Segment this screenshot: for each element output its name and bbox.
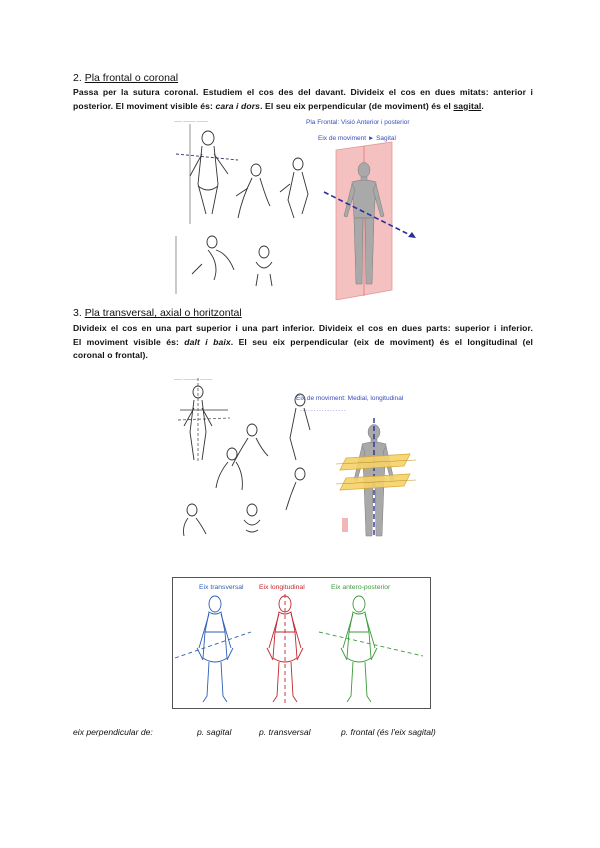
- caption-prefix: eix perpendicular de:: [73, 727, 153, 737]
- svg-text:—— ———— ———: —— ———— ———: [174, 376, 213, 381]
- axis-label-antero-posterior: Eix antero-posterior: [331, 584, 391, 591]
- caption-item-sagital: p. sagital: [197, 727, 232, 737]
- section2-line1: Passa per la sutura coronal. Estudiem el cos des del davant. Divideix el cos en dues mitats: anterior i: [73, 87, 533, 97]
- transverse-plane-diagram: [296, 395, 416, 538]
- caption-item-transversal: p. transversal: [259, 727, 311, 737]
- axis-label-transversal: Eix transversal: [199, 584, 244, 591]
- axis-label-longitudinal: Eix longitudinal: [259, 584, 305, 591]
- section2-heading: [73, 72, 178, 84]
- section2-number: 2.: [73, 72, 82, 84]
- transversal-axis-figure: [175, 596, 251, 702]
- section2-line2: posterior. El moviment visible és: cara i dors. El seu eix perpendicular (de moviment) és el sagital.: [73, 100, 484, 111]
- axes-caption: [73, 727, 533, 739]
- section3-paragraph: [73, 322, 533, 363]
- frontal-axis-label: Eix de moviment ► Sagital: [318, 135, 396, 142]
- frontal-plane-figure: [172, 114, 434, 300]
- frontal-figure-label: Pla Frontal: Visió Anterior i posterior: [306, 119, 410, 126]
- axes-figure-frame: [172, 577, 431, 709]
- section3-line1: Divideix el cos en una part superior i una part inferior. Divideix el cos en dues parts: superior i inferior.: [73, 323, 533, 333]
- section3-number: 3.: [73, 307, 82, 319]
- section3-heading: [73, 307, 242, 319]
- section3-title: Pla transversal, axial o horitzontal: [84, 307, 242, 319]
- section2-emphasis: cara i dors: [215, 100, 261, 111]
- caption-item-frontal: p. frontal (és l'eix sagital): [341, 727, 436, 737]
- antero-posterior-axis-figure: [319, 596, 423, 702]
- section2-paragraph: [73, 86, 533, 113]
- section3-line3: coronal o frontal).: [73, 350, 148, 360]
- axes-figure: [173, 578, 430, 708]
- transverse-plane-figure: [172, 370, 434, 540]
- section2-title: Pla frontal o coronal: [84, 72, 179, 84]
- section3-emphasis: dalt i baix: [184, 336, 231, 347]
- transverse-figure-label: Eix de moviment: Medial, longitudinal: [296, 395, 404, 402]
- section2-axis-name: sagital: [453, 100, 482, 111]
- frontal-plane-diagram: [306, 119, 416, 300]
- section3-line2: El moviment visible és: dalt i baix. El seu eix perpendicular (eix de moviment) és el longitudinal (el: [73, 336, 533, 347]
- transverse-sketch-figures: [174, 376, 310, 536]
- sketch-figures: [174, 118, 308, 294]
- longitudinal-axis-figure: [267, 594, 303, 706]
- svg-text:—— ——— ———: —— ——— ———: [174, 118, 209, 123]
- svg-text:- - - - - - - - - - - - - - -: - - - - - - - - - - - - - - - - -: [300, 408, 346, 413]
